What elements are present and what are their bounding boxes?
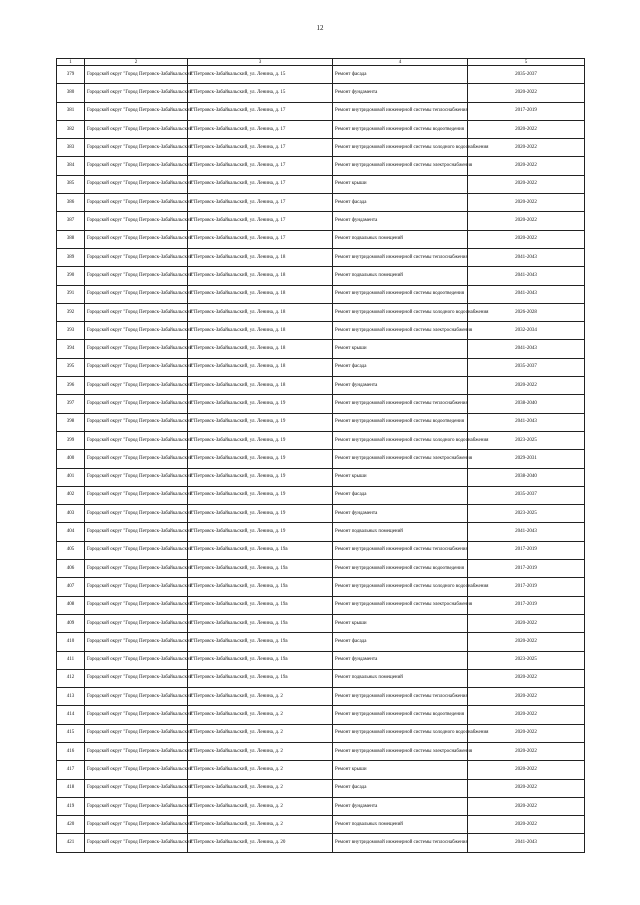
address-cell: г. Петровск-Забайкальский, ул. Ленина, д. 2 — [188, 742, 333, 760]
row-number-cell: 416 — [57, 742, 85, 760]
row-number-cell: 389 — [57, 248, 85, 266]
work-type-cell: Ремонт крыши — [333, 761, 468, 779]
address-cell: г. Петровск-Забайкальский, ул. Ленина, д. 2 — [188, 816, 333, 834]
column-header: 1 — [57, 59, 85, 66]
municipality-cell: Городской округ "Город Петровск-Забайкальский" — [85, 742, 188, 760]
work-type-cell: Ремонт внутридомовой инженерной системы холодного водоснабжения — [333, 139, 468, 157]
work-type-cell: Ремонт внутридомовой инженерной системы водоотведения — [333, 706, 468, 724]
table-row — [57, 450, 585, 468]
work-type-cell: Ремонт внутридомовой инженерной системы холодного водоснабжения — [333, 303, 468, 321]
period-cell: 2020-2022 — [468, 669, 585, 687]
work-type-cell: Ремонт внутридомовой инженерной системы водоотведения — [333, 120, 468, 138]
period-cell: 2035-2037 — [468, 486, 585, 504]
table-row — [57, 669, 585, 687]
municipality-cell: Городской округ "Город Петровск-Забайкальский" — [85, 120, 188, 138]
table-row — [57, 742, 585, 760]
municipality-cell: Городской округ "Город Петровск-Забайкальский" — [85, 358, 188, 376]
period-cell: 2023-2025 — [468, 505, 585, 523]
work-type-cell: Ремонт фундамента — [333, 212, 468, 230]
period-cell: 2017-2019 — [468, 578, 585, 596]
row-number-cell: 384 — [57, 157, 85, 175]
address-cell: г. Петровск-Забайкальский, ул. Ленина, д. 19а — [188, 633, 333, 651]
address-cell: г. Петровск-Забайкальский, ул. Ленина, д. 19 — [188, 505, 333, 523]
table-row — [57, 797, 585, 815]
period-cell: 2020-2022 — [468, 742, 585, 760]
work-type-cell: Ремонт внутридомовой инженерной системы холодного водоснабжения — [333, 431, 468, 449]
table-row — [57, 377, 585, 395]
work-type-cell: Ремонт фасада — [333, 486, 468, 504]
row-number-cell: 408 — [57, 596, 85, 614]
table-row — [57, 157, 585, 175]
work-type-cell: Ремонт фундамента — [333, 797, 468, 815]
address-cell: г. Петровск-Забайкальский, ул. Ленина, д. 19 — [188, 450, 333, 468]
municipality-cell: Городской округ "Город Петровск-Забайкальский" — [85, 614, 188, 632]
row-number-cell: 410 — [57, 633, 85, 651]
row-number-cell: 394 — [57, 340, 85, 358]
work-type-cell: Ремонт внутридомовой инженерной системы холодного водоснабжения — [333, 578, 468, 596]
table-row — [57, 303, 585, 321]
municipality-cell: Городской округ "Город Петровск-Забайкальский" — [85, 340, 188, 358]
municipality-cell: Городской округ "Город Петровск-Забайкальский" — [85, 303, 188, 321]
row-number-cell: 390 — [57, 267, 85, 285]
column-header: 5 — [468, 59, 585, 66]
period-cell: 2041-2043 — [468, 834, 585, 852]
table-row — [57, 560, 585, 578]
table-row — [57, 651, 585, 669]
municipality-cell: Городской округ "Город Петровск-Забайкальский" — [85, 102, 188, 120]
period-cell: 2020-2022 — [468, 761, 585, 779]
period-cell: 2020-2022 — [468, 816, 585, 834]
work-type-cell: Ремонт внутридомовой инженерной системы водоотведения — [333, 413, 468, 431]
address-cell: г. Петровск-Забайкальский, ул. Ленина, д. 17 — [188, 120, 333, 138]
table-row — [57, 248, 585, 266]
work-type-cell: Ремонт подвальных помещений — [333, 230, 468, 248]
address-cell: г. Петровск-Забайкальский, ул. Ленина, д. 19 — [188, 431, 333, 449]
row-number-cell: 421 — [57, 834, 85, 852]
period-cell: 2035-2037 — [468, 66, 585, 84]
address-cell: г. Петровск-Забайкальский, ул. Ленина, д. 2 — [188, 761, 333, 779]
table-row — [57, 523, 585, 541]
table-row — [57, 322, 585, 340]
table-row — [57, 194, 585, 212]
municipality-cell: Городской округ "Город Петровск-Забайкальский" — [85, 706, 188, 724]
municipality-cell: Городской округ "Город Петровск-Забайкальский" — [85, 724, 188, 742]
table-row — [57, 633, 585, 651]
row-number-cell: 413 — [57, 688, 85, 706]
municipality-cell: Городской округ "Город Петровск-Забайкальский" — [85, 267, 188, 285]
municipality-cell: Городской округ "Город Петровск-Забайкальский" — [85, 194, 188, 212]
column-header: 2 — [85, 59, 188, 66]
address-cell: г. Петровск-Забайкальский, ул. Ленина, д. 2 — [188, 688, 333, 706]
municipality-cell: Городской округ "Город Петровск-Забайкальский" — [85, 523, 188, 541]
table-row — [57, 139, 585, 157]
period-cell: 2020-2022 — [468, 633, 585, 651]
work-type-cell: Ремонт фасада — [333, 358, 468, 376]
row-number-cell: 402 — [57, 486, 85, 504]
municipality-cell: Городской округ "Город Петровск-Забайкальский" — [85, 413, 188, 431]
municipality-cell: Городской округ "Город Петровск-Забайкальский" — [85, 669, 188, 687]
row-number-cell: 387 — [57, 212, 85, 230]
address-cell: г. Петровск-Забайкальский, ул. Ленина, д. 17 — [188, 102, 333, 120]
table-row — [57, 779, 585, 797]
address-cell: г. Петровск-Забайкальский, ул. Ленина, д. 18 — [188, 322, 333, 340]
period-cell: 2020-2022 — [468, 797, 585, 815]
row-number-cell: 398 — [57, 413, 85, 431]
row-number-cell: 393 — [57, 322, 85, 340]
municipality-cell: Городской округ "Город Петровск-Забайкальский" — [85, 651, 188, 669]
row-number-cell: 419 — [57, 797, 85, 815]
row-number-cell: 379 — [57, 66, 85, 84]
work-type-cell: Ремонт внутридомовой инженерной системы холодного водоснабжения — [333, 724, 468, 742]
period-cell: 2023-2025 — [468, 431, 585, 449]
municipality-cell: Городской округ "Город Петровск-Забайкальский" — [85, 816, 188, 834]
table-row — [57, 468, 585, 486]
address-cell: г. Петровск-Забайкальский, ул. Ленина, д. 19а — [188, 578, 333, 596]
period-cell: 2020-2022 — [468, 175, 585, 193]
row-number-cell: 400 — [57, 450, 85, 468]
period-cell: 2020-2022 — [468, 120, 585, 138]
municipality-cell: Городской округ "Город Петровск-Забайкальский" — [85, 578, 188, 596]
table-row — [57, 395, 585, 413]
work-type-cell: Ремонт внутридомовой инженерной системы водоотведения — [333, 285, 468, 303]
row-number-cell: 415 — [57, 724, 85, 742]
page-number: 12 — [316, 24, 324, 32]
period-cell: 2020-2022 — [468, 614, 585, 632]
work-type-cell: Ремонт фасада — [333, 66, 468, 84]
work-type-cell: Ремонт внутридомовой инженерной системы теплоснабжения — [333, 102, 468, 120]
address-cell: г. Петровск-Забайкальский, ул. Ленина, д. 17 — [188, 194, 333, 212]
row-number-cell: 418 — [57, 779, 85, 797]
work-type-cell: Ремонт внутридомовой инженерной системы электроснабжения — [333, 157, 468, 175]
table-row — [57, 285, 585, 303]
municipality-cell: Городской округ "Город Петровск-Забайкальский" — [85, 157, 188, 175]
row-number-cell: 386 — [57, 194, 85, 212]
table-row — [57, 230, 585, 248]
work-type-cell: Ремонт внутридомовой инженерной системы теплоснабжения — [333, 688, 468, 706]
address-cell: г. Петровск-Забайкальский, ул. Ленина, д. 18 — [188, 358, 333, 376]
work-type-cell: Ремонт внутридомовой инженерной системы водоотведения — [333, 560, 468, 578]
address-cell: г. Петровск-Забайкальский, ул. Ленина, д. 19а — [188, 596, 333, 614]
column-header: 4 — [333, 59, 468, 66]
row-number-cell: 409 — [57, 614, 85, 632]
row-number-cell: 407 — [57, 578, 85, 596]
address-cell: г. Петровск-Забайкальский, ул. Ленина, д. 19 — [188, 395, 333, 413]
period-cell: 2020-2022 — [468, 139, 585, 157]
table-row — [57, 505, 585, 523]
address-cell: г. Петровск-Забайкальский, ул. Ленина, д. 19 — [188, 523, 333, 541]
row-number-cell: 417 — [57, 761, 85, 779]
municipality-cell: Городской округ "Город Петровск-Забайкальский" — [85, 779, 188, 797]
table-row — [57, 267, 585, 285]
row-number-cell: 403 — [57, 505, 85, 523]
period-cell: 2035-2037 — [468, 358, 585, 376]
address-cell: г. Петровск-Забайкальский, ул. Ленина, д. 18 — [188, 303, 333, 321]
period-cell: 2017-2019 — [468, 560, 585, 578]
row-number-cell: 397 — [57, 395, 85, 413]
municipality-cell: Городской округ "Город Петровск-Забайкальский" — [85, 486, 188, 504]
municipality-cell: Городской округ "Город Петровск-Забайкальский" — [85, 596, 188, 614]
work-type-cell: Ремонт внутридомовой инженерной системы теплоснабжения — [333, 834, 468, 852]
address-cell: г. Петровск-Забайкальский, ул. Ленина, д. 18 — [188, 248, 333, 266]
row-number-cell: 405 — [57, 541, 85, 559]
work-type-cell: Ремонт внутридомовой инженерной системы электроснабжения — [333, 742, 468, 760]
municipality-cell: Городской округ "Город Петровск-Забайкальский" — [85, 541, 188, 559]
work-type-cell: Ремонт фасада — [333, 633, 468, 651]
municipality-cell: Городской округ "Город Петровск-Забайкальский" — [85, 450, 188, 468]
table-row — [57, 578, 585, 596]
period-cell: 2029-2031 — [468, 450, 585, 468]
address-cell: г. Петровск-Забайкальский, ул. Ленина, д. 18 — [188, 285, 333, 303]
work-type-cell: Ремонт крыши — [333, 340, 468, 358]
period-cell: 2020-2022 — [468, 212, 585, 230]
table-body — [57, 66, 585, 853]
table-row — [57, 431, 585, 449]
table-row — [57, 102, 585, 120]
work-type-cell: Ремонт внутридомовой инженерной системы теплоснабжения — [333, 395, 468, 413]
period-cell: 2041-2043 — [468, 413, 585, 431]
table-row — [57, 688, 585, 706]
row-number-cell: 391 — [57, 285, 85, 303]
municipality-cell: Городской округ "Город Петровск-Забайкальский" — [85, 175, 188, 193]
municipality-cell: Городской округ "Город Петровск-Забайкальский" — [85, 560, 188, 578]
period-cell: 2020-2022 — [468, 230, 585, 248]
row-number-cell: 392 — [57, 303, 85, 321]
work-type-cell: Ремонт подвальных помещений — [333, 267, 468, 285]
work-type-cell: Ремонт внутридомовой инженерной системы электроснабжения — [333, 450, 468, 468]
work-type-cell: Ремонт фундамента — [333, 377, 468, 395]
period-cell: 2026-2028 — [468, 303, 585, 321]
address-cell: г. Петровск-Забайкальский, ул. Ленина, д. 2 — [188, 797, 333, 815]
row-number-cell: 399 — [57, 431, 85, 449]
address-cell: г. Петровск-Забайкальский, ул. Ленина, д. 17 — [188, 230, 333, 248]
row-number-cell: 411 — [57, 651, 85, 669]
work-type-cell: Ремонт внутридомовой инженерной системы электроснабжения — [333, 322, 468, 340]
address-cell: г. Петровск-Забайкальский, ул. Ленина, д. 17 — [188, 212, 333, 230]
address-cell: г. Петровск-Забайкальский, ул. Ленина, д. 18 — [188, 377, 333, 395]
municipality-cell: Городской округ "Город Петровск-Забайкальский" — [85, 688, 188, 706]
row-number-cell: 401 — [57, 468, 85, 486]
period-cell: 2020-2022 — [468, 377, 585, 395]
row-number-cell: 412 — [57, 669, 85, 687]
address-cell: г. Петровск-Забайкальский, ул. Ленина, д. 20 — [188, 834, 333, 852]
row-number-cell: 395 — [57, 358, 85, 376]
period-cell: 2020-2022 — [468, 157, 585, 175]
address-cell: г. Петровск-Забайкальский, ул. Ленина, д. 2 — [188, 779, 333, 797]
row-number-cell: 388 — [57, 230, 85, 248]
work-type-cell: Ремонт крыши — [333, 175, 468, 193]
period-cell: 2020-2022 — [468, 688, 585, 706]
address-cell: г. Петровск-Забайкальский, ул. Ленина, д. 18 — [188, 267, 333, 285]
address-cell: г. Петровск-Забайкальский, ул. Ленина, д. 15 — [188, 84, 333, 102]
table-row — [57, 358, 585, 376]
table-row — [57, 175, 585, 193]
work-type-cell: Ремонт внутридомовой инженерной системы теплоснабжения — [333, 248, 468, 266]
period-cell: 2032-2034 — [468, 322, 585, 340]
period-cell: 2020-2022 — [468, 706, 585, 724]
address-cell: г. Петровск-Забайкальский, ул. Ленина, д. 19 — [188, 413, 333, 431]
period-cell: 2023-2025 — [468, 651, 585, 669]
address-cell: г. Петровск-Забайкальский, ул. Ленина, д. 18 — [188, 340, 333, 358]
row-number-cell: 414 — [57, 706, 85, 724]
municipality-cell: Городской округ "Город Петровск-Забайкальский" — [85, 395, 188, 413]
work-type-cell: Ремонт подвальных помещений — [333, 669, 468, 687]
work-type-cell: Ремонт внутридомовой инженерной системы теплоснабжения — [333, 541, 468, 559]
address-cell: г. Петровск-Забайкальский, ул. Ленина, д. 17 — [188, 157, 333, 175]
period-cell: 2020-2022 — [468, 84, 585, 102]
work-type-cell: Ремонт фундамента — [333, 651, 468, 669]
work-type-cell: Ремонт крыши — [333, 468, 468, 486]
municipality-cell: Городской округ "Город Петровск-Забайкальский" — [85, 248, 188, 266]
address-cell: г. Петровск-Забайкальский, ул. Ленина, д. 19а — [188, 669, 333, 687]
work-type-cell: Ремонт подвальных помещений — [333, 816, 468, 834]
table-row — [57, 834, 585, 852]
table-row — [57, 816, 585, 834]
municipality-cell: Городской округ "Город Петровск-Забайкальский" — [85, 633, 188, 651]
table-row — [57, 596, 585, 614]
municipality-cell: Городской округ "Город Петровск-Забайкальский" — [85, 212, 188, 230]
table-row — [57, 614, 585, 632]
address-cell: г. Петровск-Забайкальский, ул. Ленина, д. 19 — [188, 468, 333, 486]
address-cell: г. Петровск-Забайкальский, ул. Ленина, д. 15 — [188, 66, 333, 84]
table-row — [57, 706, 585, 724]
period-cell: 2017-2019 — [468, 541, 585, 559]
table-header-row — [57, 59, 585, 66]
repair-schedule-table — [56, 58, 585, 853]
column-header: 3 — [188, 59, 333, 66]
period-cell: 2017-2019 — [468, 596, 585, 614]
municipality-cell: Городской округ "Город Петровск-Забайкальский" — [85, 431, 188, 449]
table-row — [57, 212, 585, 230]
table-row — [57, 340, 585, 358]
table-row — [57, 66, 585, 84]
period-cell: 2041-2043 — [468, 285, 585, 303]
period-cell: 2041-2043 — [468, 523, 585, 541]
municipality-cell: Городской округ "Город Петровск-Забайкальский" — [85, 797, 188, 815]
municipality-cell: Городской округ "Город Петровск-Забайкальский" — [85, 66, 188, 84]
work-type-cell: Ремонт фасада — [333, 194, 468, 212]
period-cell: 2020-2022 — [468, 724, 585, 742]
row-number-cell: 380 — [57, 84, 85, 102]
period-cell: 2017-2019 — [468, 102, 585, 120]
municipality-cell: Городской округ "Город Петровск-Забайкальский" — [85, 761, 188, 779]
period-cell: 2041-2043 — [468, 267, 585, 285]
row-number-cell: 382 — [57, 120, 85, 138]
row-number-cell: 381 — [57, 102, 85, 120]
address-cell: г. Петровск-Забайкальский, ул. Ленина, д. 19а — [188, 614, 333, 632]
period-cell: 2041-2043 — [468, 340, 585, 358]
address-cell: г. Петровск-Забайкальский, ул. Ленина, д. 17 — [188, 139, 333, 157]
table-row — [57, 761, 585, 779]
municipality-cell: Городской округ "Город Петровск-Забайкальский" — [85, 230, 188, 248]
period-cell: 2020-2022 — [468, 194, 585, 212]
address-cell: г. Петровск-Забайкальский, ул. Ленина, д. 2 — [188, 706, 333, 724]
table-row — [57, 724, 585, 742]
table-row — [57, 486, 585, 504]
municipality-cell: Городской округ "Город Петровск-Забайкальский" — [85, 834, 188, 852]
work-type-cell: Ремонт внутридомовой инженерной системы электроснабжения — [333, 596, 468, 614]
municipality-cell: Городской округ "Город Петровск-Забайкальский" — [85, 377, 188, 395]
address-cell: г. Петровск-Забайкальский, ул. Ленина, д. 17 — [188, 175, 333, 193]
row-number-cell: 420 — [57, 816, 85, 834]
work-type-cell: Ремонт крыши — [333, 614, 468, 632]
work-type-cell: Ремонт подвальных помещений — [333, 523, 468, 541]
work-type-cell: Ремонт фундамента — [333, 84, 468, 102]
work-type-cell: Ремонт фасада — [333, 779, 468, 797]
row-number-cell: 404 — [57, 523, 85, 541]
municipality-cell: Городской округ "Город Петровск-Забайкальский" — [85, 322, 188, 340]
period-cell: 2041-2043 — [468, 248, 585, 266]
address-cell: г. Петровск-Забайкальский, ул. Ленина, д. 2 — [188, 724, 333, 742]
row-number-cell: 396 — [57, 377, 85, 395]
work-type-cell: Ремонт фундамента — [333, 505, 468, 523]
table-row — [57, 541, 585, 559]
period-cell: 2038-2040 — [468, 468, 585, 486]
period-cell: 2020-2022 — [468, 779, 585, 797]
address-cell: г. Петровск-Забайкальский, ул. Ленина, д. 19 — [188, 486, 333, 504]
municipality-cell: Городской округ "Город Петровск-Забайкальский" — [85, 139, 188, 157]
row-number-cell: 406 — [57, 560, 85, 578]
municipality-cell: Городской округ "Город Петровск-Забайкальский" — [85, 468, 188, 486]
table-row — [57, 120, 585, 138]
municipality-cell: Городской округ "Город Петровск-Забайкальский" — [85, 84, 188, 102]
row-number-cell: 383 — [57, 139, 85, 157]
period-cell: 2038-2040 — [468, 395, 585, 413]
address-cell: г. Петровск-Забайкальский, ул. Ленина, д. 19а — [188, 541, 333, 559]
address-cell: г. Петровск-Забайкальский, ул. Ленина, д. 19а — [188, 651, 333, 669]
row-number-cell: 385 — [57, 175, 85, 193]
municipality-cell: Городской округ "Город Петровск-Забайкальский" — [85, 285, 188, 303]
table-row — [57, 84, 585, 102]
municipality-cell: Городской округ "Город Петровск-Забайкальский" — [85, 505, 188, 523]
table-row — [57, 413, 585, 431]
address-cell: г. Петровск-Забайкальский, ул. Ленина, д. 19а — [188, 560, 333, 578]
